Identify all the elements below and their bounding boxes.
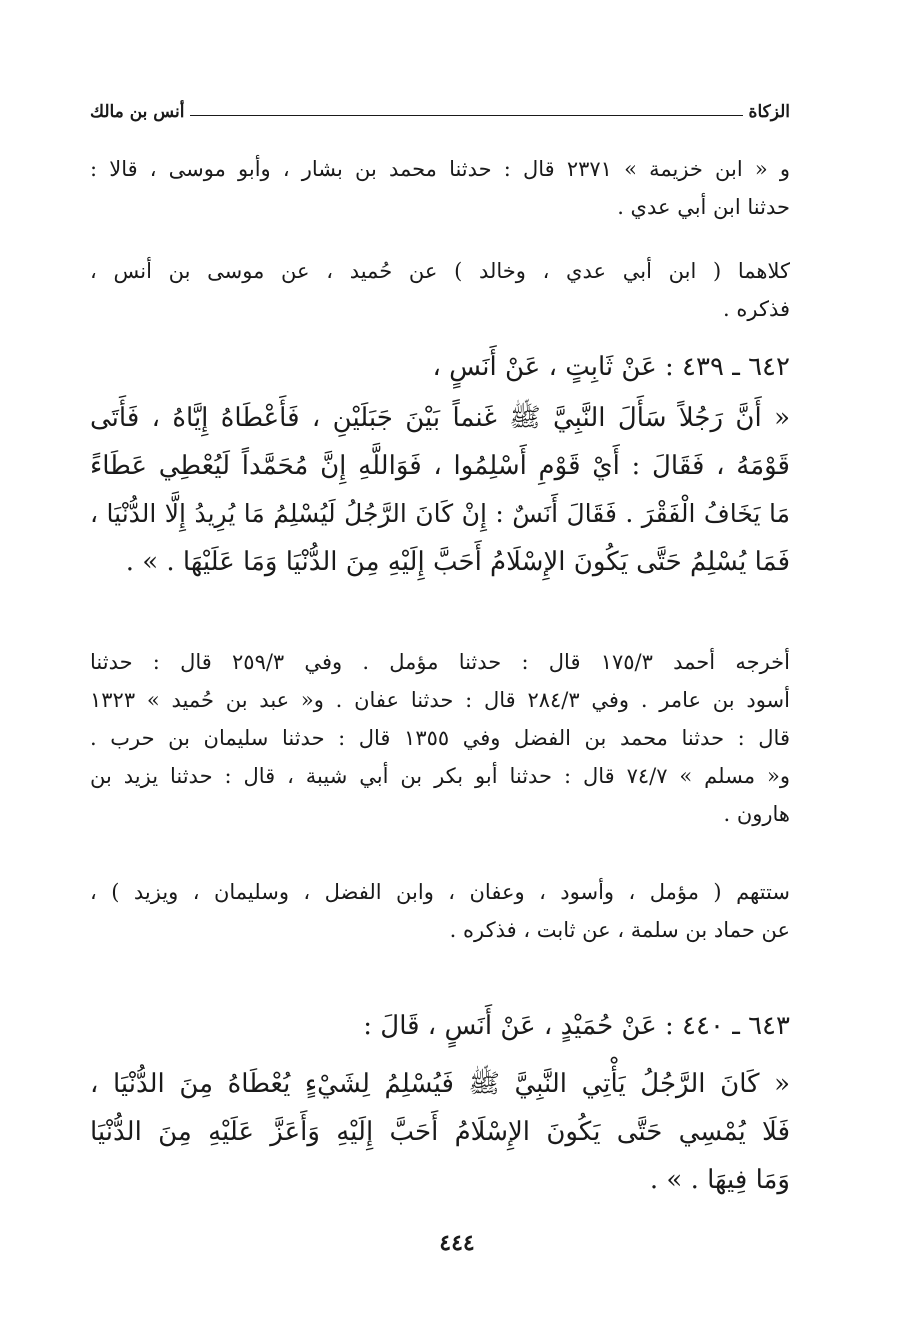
text-line: أخرجه أحمد ١٧٥/٣ قال : حدثنا مؤمل . وفي ٢٥٩/٣ قال : حدثنا — [90, 650, 790, 674]
page-number: ٤٤٤ — [439, 1230, 475, 1256]
paragraph-ibn-khuzayma — [90, 150, 790, 226]
text-line: فَمَا يُسْلِمُ حَتَّى يَكُونَ الإِسْلَامُ أَحَبَّ إِلَيْهِ مِنَ الدُّنْيَا وَمَا عَلَيْهَا . » . — [125, 547, 790, 577]
text-line: و « ابن خزيمة » ٢٣٧١ قال : حدثنا محمد بن بشار ، وأبو موسى ، قالا : — [90, 157, 790, 181]
text-line: ستتهم ( مؤمل ، وأسود ، وعفان ، وابن الفضل ، وسليمان ، ويزيد ) ، — [90, 880, 790, 904]
header-rule — [190, 115, 742, 116]
hadith-642-heading — [90, 347, 790, 387]
text-line: وَمَا فِيهَا . » . — [649, 1165, 790, 1195]
hadith-642-text — [90, 394, 790, 586]
paragraph-both-of-them — [90, 252, 790, 328]
text-line: فذكره . — [723, 297, 790, 321]
paragraph-six-of-them — [90, 873, 790, 949]
hadith-643-heading — [90, 1006, 790, 1046]
text-line: حدثنا ابن أبي عدي . — [617, 195, 790, 219]
text-line: فَلَا يُمْسِي حَتَّى يَكُونَ الإِسْلَامُ أَحَبَّ إِلَيْهِ وَأَعَزَّ عَلَيْهِ مِنَ الدُّنْيَا — [90, 1117, 790, 1147]
text-line: و« مسلم » ٧٤/٧ قال : حدثنا أبو بكر بن أبي شيبة ، قال : حدثنا يزيد بن — [90, 764, 791, 788]
text-line: مَا يَخَافُ الْفَقْرَ . فَقَالَ أَنَسٌ : إِنْ كَانَ الرَّجُلُ لَيُسْلِمُ مَا يُرِيدُ إِلَّا الدُّنْيَا ، — [90, 499, 790, 528]
paragraph-takhrij — [90, 643, 790, 833]
text-line: أسود بن عامر . وفي ٢٨٤/٣ قال : حدثنا عفان . و« عبد بن حُميد » ١٣٢٣ — [90, 688, 790, 712]
text-line: « كَانَ الرَّجُلُ يَأْتِي النَّبِيَّ ﷺ فَيُسْلِمُ لِشَيْءٍ يُعْطَاهُ مِنَ الدُّنْيَا ، — [90, 1069, 790, 1099]
hadith-heading: ٦٤٣ ـ ٤٤٠ : عَنْ حُمَيْدٍ ، عَنْ أَنَسٍ ، قَالَ : — [363, 1011, 790, 1041]
header-section-title: أنس بن مالك — [90, 102, 185, 122]
header-chapter-title: الزكاة — [748, 102, 790, 122]
running-header — [90, 92, 790, 122]
text-line: عن حماد بن سلمة ، عن ثابت ، فذكره . — [449, 918, 790, 942]
text-line: قال : حدثنا محمد بن الفضل وفي ١٣٥٥ قال : حدثنا سليمان بن حرب . — [90, 726, 790, 750]
hadith-heading: ٦٤٢ ـ ٤٣٩ : عَنْ ثَابِتٍ ، عَنْ أَنَسٍ ، — [432, 352, 790, 382]
text-line: قَوْمَهُ ، فَقَالَ : أَيْ قَوْمِ أَسْلِمُوا ، فَوَاللَّهِ إِنَّ مُحَمَّداً لَيُعْطِي عَطَاءً — [90, 451, 790, 481]
text-line: كلاهما ( ابن أبي عدي ، وخالد ) عن حُميد ، عن موسى بن أنس ، — [90, 259, 790, 283]
text-line: « أَنَّ رَجُلاً سَأَلَ النَّبِيَّ ﷺ غَنماً بَيْنَ جَبَلَيْنِ ، فَأَعْطَاهُ إِيَّاهُ ، فَأَتَى — [90, 403, 790, 433]
hadith-643-text — [90, 1060, 790, 1204]
text-line: هارون . — [723, 802, 790, 826]
